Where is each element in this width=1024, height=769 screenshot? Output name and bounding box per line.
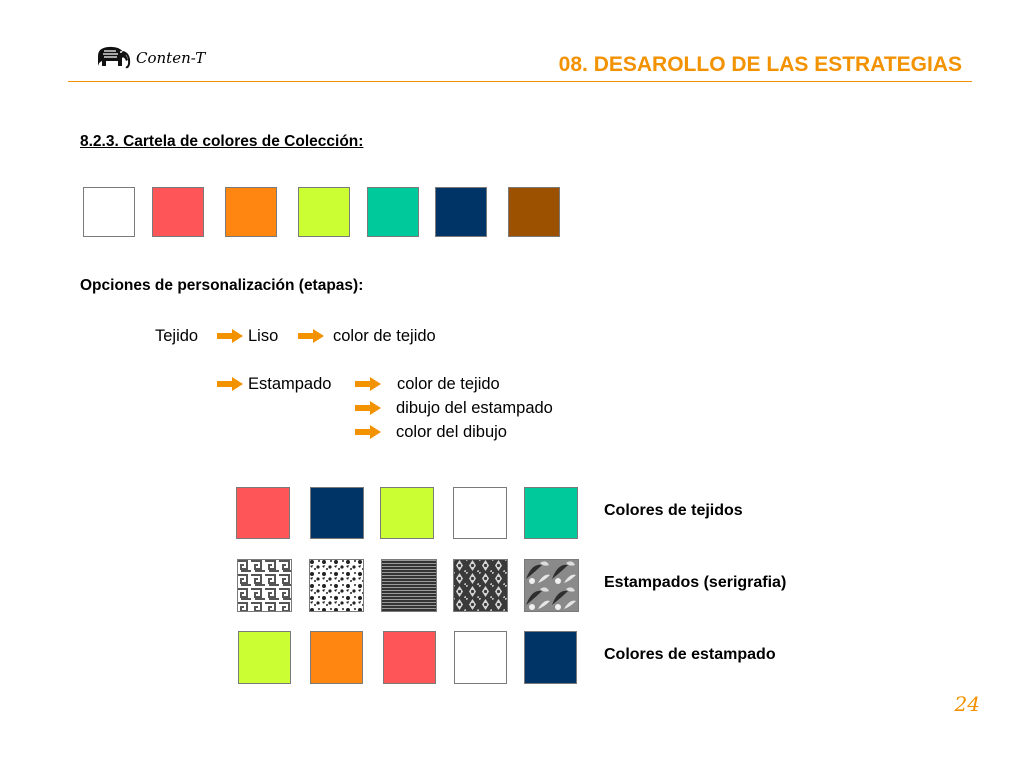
swatch-brown bbox=[508, 187, 560, 237]
arrow-right-icon bbox=[217, 377, 243, 391]
botanical-print-pattern bbox=[524, 559, 579, 612]
estampado-step-3: color del dibujo bbox=[396, 423, 507, 441]
section-title: 8.2.3. Cartela de colores de Colección: bbox=[80, 133, 364, 150]
prints-label: Estampados (serigrafia) bbox=[604, 574, 787, 591]
damask-pattern bbox=[453, 559, 508, 612]
print-colors-label: Colores de estampado bbox=[604, 646, 776, 663]
option-liso: Liso bbox=[248, 327, 279, 345]
options-title: Opciones de personalización (etapas): bbox=[80, 277, 364, 294]
fabric-swatch bbox=[524, 487, 578, 539]
option-tejido: Tejido bbox=[155, 327, 199, 345]
estampado-step-2: dibujo del estampado bbox=[396, 399, 553, 417]
arrow-right-icon bbox=[355, 425, 381, 439]
print-color-swatch bbox=[383, 631, 436, 684]
floral-speckle-pattern bbox=[309, 559, 364, 612]
arrow-right-icon bbox=[217, 329, 243, 343]
fabric-swatch bbox=[310, 487, 364, 539]
fabric-swatch bbox=[453, 487, 507, 539]
arrow-right-icon bbox=[355, 401, 381, 415]
arrow-right-icon bbox=[355, 377, 381, 391]
estampado-step-1: color de tejido bbox=[397, 375, 500, 393]
page-number: 24 bbox=[954, 692, 980, 716]
fabric-swatch bbox=[380, 487, 434, 539]
header-divider bbox=[68, 81, 972, 82]
logo-text: Conten-T bbox=[136, 49, 206, 67]
swatch-orange bbox=[225, 187, 277, 237]
swatch-lime bbox=[298, 187, 350, 237]
print-color-swatch bbox=[310, 631, 363, 684]
swatch-navy bbox=[435, 187, 487, 237]
fabric-swatch bbox=[236, 487, 290, 539]
print-color-swatch bbox=[238, 631, 291, 684]
elephant-icon bbox=[92, 42, 132, 72]
swatch-white bbox=[83, 187, 135, 237]
print-color-swatch bbox=[454, 631, 507, 684]
option-estampado: Estampado bbox=[248, 375, 332, 393]
arrow-right-icon bbox=[298, 329, 324, 343]
swatch-coral-red bbox=[152, 187, 204, 237]
horizontal-stripes-pattern bbox=[381, 559, 437, 612]
page-title: 08. DESAROLLO DE LAS ESTRATEGIAS bbox=[558, 53, 962, 76]
greek-key-pattern bbox=[237, 559, 292, 612]
fabric-colors-label: Colores de tejidos bbox=[604, 502, 743, 519]
option-liso-color: color de tejido bbox=[333, 327, 436, 345]
logo bbox=[92, 42, 205, 72]
swatch-teal bbox=[367, 187, 419, 237]
print-color-swatch bbox=[524, 631, 577, 684]
